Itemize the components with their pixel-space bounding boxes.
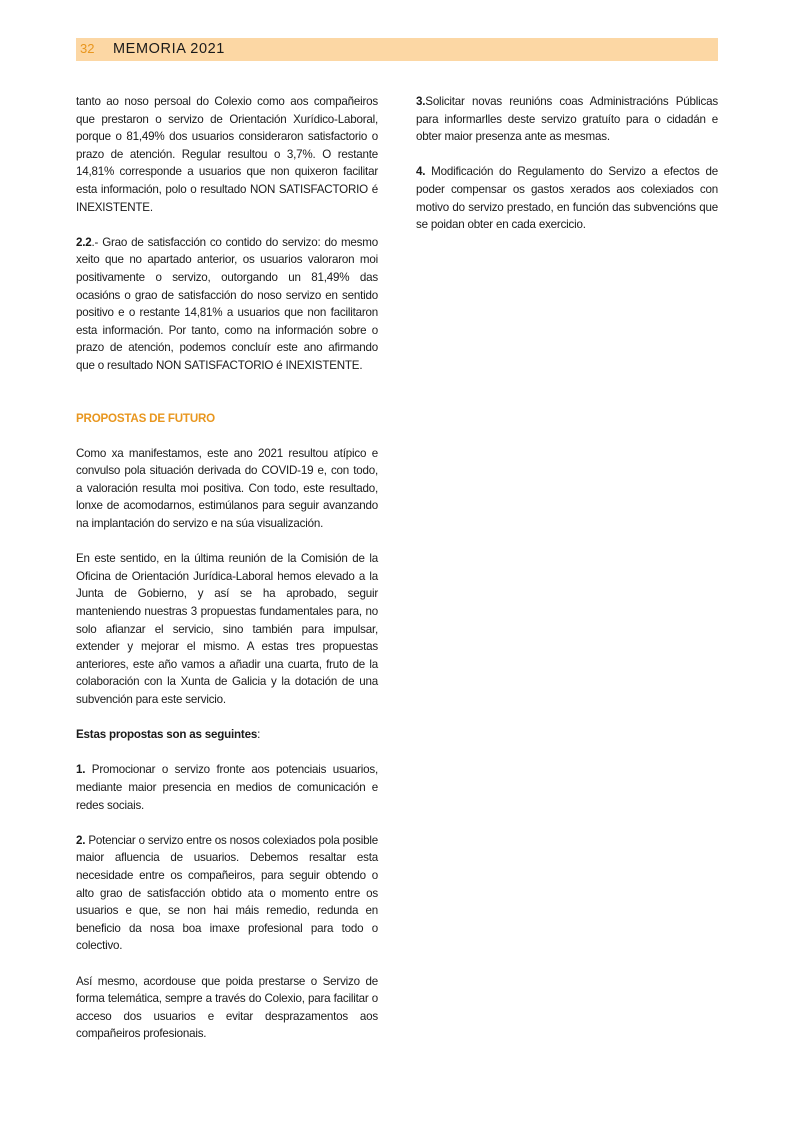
proposal-text: Promocionar o servizo fronte aos potenciais usuarios, mediante maior presencia en medios de comunicación e redes sociais. [76, 763, 378, 812]
right-column [416, 93, 718, 234]
paragraph-text: .- Grao de satisfacción co contido do servizo: do mesmo xeito que no apartado anterior, os usuarios valoraron moi positivamente o servizo, outorgando un 81,49% das ocasións o grao de satisfacción do noso servizo en sentido positivo e o restante 14,81% a usuarios que non facilitaron esta información. Por tanto, como na información sobre o prazo de atención, podemos concluír este ano afirmando que o resultado NON SATISFACTORIO é INEXISTENTE. [76, 235, 378, 372]
paragraph-proposals-context: En este sentido, en la última reunión de la Comisión de la Oficina de Orientación Jurídica-Laboral hemos elevado a la Junta de Gobierno, y así se ha aprobado, seguir manteniendo nuestras 3 propuestas fundamentales para, no solo afianzar el servicio, sino también para impulsar, extender y mejorar el mismo. A estas tres propuestas anteriores, este año vamos a añadir una cuarta, fruto de la colaboración con la Xunta de Galicia y la dotación de una subvención para este servicio. [76, 552, 378, 706]
proposals-intro-label: Estas propostas son as seguintes [76, 728, 258, 742]
paragraph-satisfaction-time: tanto ao noso persoal do Colexio como aos compañeiros que prestaron o servizo de Orientación Xurídico-Laboral, porque o 81,49% dos usuarios consideraron satisfactorio o prazo de atención. Regular resultou o 3,7%. O restante 14,81% corresponde a usuarios que non quixeron facilitar esta información, polo o resultado NON SATISFACTORIO é INEXISTENTE. [76, 95, 378, 214]
paragraph-intro: Como xa manifestamos, este ano 2021 resultou atípico e convulso pola situación derivada do COVID-19 e, con todo, a valoración resulta moi positiva. Con todo, este resultado, lonxe de acomodarnos, estimúlanos para seguir avanzando na implantación do servizo e na súa visualización. [76, 446, 378, 531]
proposal-text: Solicitar novas reunións coas Administracións Públicas para informarlles deste servizo gratuíto para o cidadán e obter maior presenza ante as mesmas. [416, 95, 718, 144]
proposal-item-3 [416, 93, 718, 146]
proposal-number: 1. [76, 763, 86, 777]
section-heading: PROPOSTAS DE FUTURO [76, 411, 215, 425]
paragraph-satisfaction-content [76, 234, 378, 375]
left-column [76, 93, 378, 1043]
proposal-text: Modificación do Regulamento do Servizo a efectos de poder compensar os gastos xerados aos colexiados con motivo do servizo prestado, en función das subvencións que se poidan obter en cada exercicio. [416, 165, 718, 232]
proposal-item-2 [76, 832, 378, 955]
proposal-number: 3. [416, 95, 426, 108]
proposal-number: 4. [416, 165, 426, 179]
proposals-intro-colon: : [257, 728, 261, 742]
proposal-text: Potenciar o servizo entre os nosos colexiados pola posible maior afluencia de usuarios. Debemos resaltar esta necesidade entre os compañeiros, para seguir obtendo o alto grao de satisfacción obtido ata o momento entre os usuarios e que, se non hai máis remedio, redunda en beneficio da nosa boa imaxe profesional para todo o colectivo. [76, 833, 378, 953]
proposal-item-1 [76, 761, 378, 814]
proposal-item-4 [416, 163, 718, 233]
page-number: 32 [80, 41, 95, 56]
paragraph-telematic: Así mesmo, acordouse que poida prestarse o Servizo de forma telemática, sempre a través do Colexio, para facilitar o acceso dos usuarios e evitar desprazamentos aos compañeiros profesionais. [76, 974, 378, 1041]
proposals-intro [76, 726, 378, 744]
page-header [76, 38, 718, 61]
page-title: MEMORIA 2021 [113, 41, 225, 57]
proposal-number: 2. [76, 833, 86, 847]
section-number: 2.2 [76, 235, 92, 249]
